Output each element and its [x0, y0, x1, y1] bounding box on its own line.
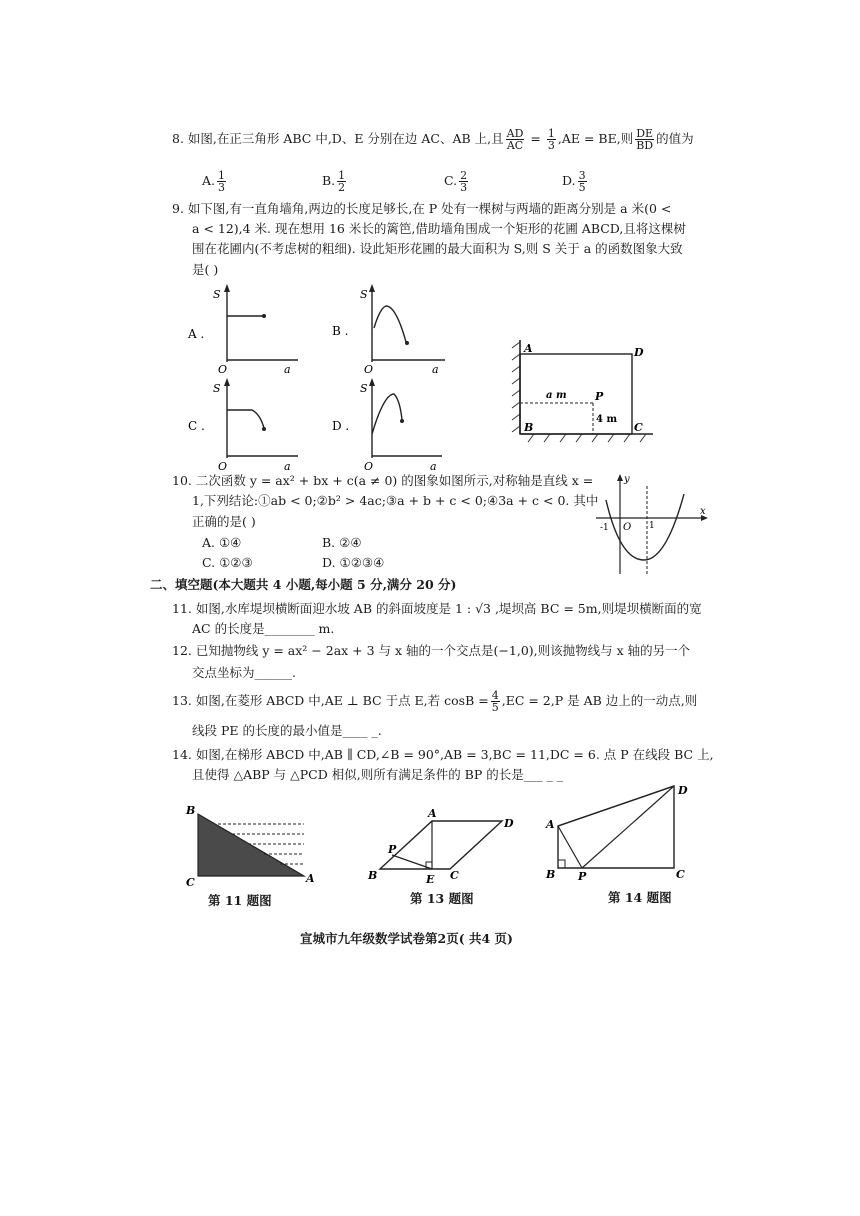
svg-text:P: P [578, 870, 587, 880]
svg-text:D .: D . [332, 419, 350, 433]
svg-text:S: S [213, 382, 221, 395]
svg-text:a: a [430, 460, 437, 472]
q10-line3: 正确的是( ) [192, 514, 256, 529]
svg-text:P: P [388, 843, 397, 856]
svg-text:4 m: 4 m [596, 414, 618, 425]
svg-text:C: C [450, 869, 459, 882]
svg-text:a: a [284, 460, 291, 472]
q8-fraction-one-third: $\frac{1}{3}$ [547, 127, 555, 152]
q8-option-b: B. $\frac{1}{2}$ [322, 169, 346, 194]
svg-text:C: C [634, 421, 643, 434]
svg-text:O: O [364, 460, 374, 472]
svg-text:B: B [546, 868, 556, 880]
svg-text:B: B [368, 869, 378, 882]
svg-text:P: P [595, 390, 604, 403]
svg-text:B .: B . [332, 324, 349, 338]
q12-line1: 12. 已知抛物线 y = ax² − 2ax + 3 与 x 轴的一个交点是(−1,0),则该抛物线与 x 轴的另一个 [172, 643, 691, 658]
fig14-trapezoid-figure [542, 780, 712, 880]
svg-text:a: a [284, 363, 291, 375]
svg-text:A .: A . [188, 327, 205, 341]
q10-parabola-figure [594, 470, 710, 580]
q8-stem: 8. 如图,在正三角形 ABC 中,D、E 分别在边 AC、AB 上,且 $\frac{AD}{AC}$ = $\frac{1}{3}$ ,AE = BE,则 $\frac{DE}{BD}$ 的值为 [172, 127, 694, 152]
q9-garden-figure [508, 334, 658, 444]
svg-text:A: A [306, 872, 315, 885]
svg-text:B: B [524, 421, 534, 434]
q8-fraction-de-bd: $\frac{DE}{BD}$ [636, 127, 654, 152]
q12-line2: 交点坐标为______. [192, 665, 296, 680]
svg-text:O: O [364, 363, 374, 375]
q10-line1: 10. 二次函数 y = ax² + bx + c(a ≠ 0) 的图象如图所示,对称轴是直线 x = [172, 473, 594, 488]
svg-text:1: 1 [649, 521, 655, 531]
svg-text:C .: C . [188, 419, 205, 433]
q8-option-d: D. $\frac{3}{5}$ [562, 169, 586, 194]
q9-graph-a [180, 280, 310, 375]
svg-text:S: S [360, 288, 368, 301]
q9-line2: a < 12),4 米. 现在想用 16 米长的篱笆,借助墙角围成一个矩形的花圃 ABCD,且将这棵树 [192, 221, 686, 236]
svg-text:S: S [360, 382, 368, 395]
q11-line1: 11. 如图,水库堤坝横断面迎水坡 AB 的斜面坡度是 1 : √3 ,堤坝高 BC = 5m,则堤坝横断面的宽 [172, 601, 702, 616]
q11-line2: AC 的长度是________ m. [192, 621, 335, 636]
svg-text:S: S [213, 288, 221, 301]
q10-line2: 1,下列结论:①ab < 0;②b² > 4ac;③a + b + c < 0;④3a + c < 0. 其中 [192, 493, 599, 508]
q14-line2: 且使得 △ABP 与 △PCD 相似,则所有满足条件的 BP 的长是___ _ _ [192, 767, 563, 782]
svg-text:a m: a m [546, 390, 567, 401]
q13-fraction-four-fifths: $\frac{4}{5}$ [491, 689, 499, 714]
svg-text:D: D [678, 784, 688, 797]
q10-option-c: C. ①②③ [202, 555, 253, 570]
q8-option-c: C. $\frac{2}{3}$ [444, 169, 468, 194]
q13-line1: 13. 如图,在菱形 ABCD 中,AE ⊥ BC 于点 E,若 cosB = $\frac{4}{5}$ ,EC = 2,P 是 AB 边上的一动点,则 [172, 689, 698, 714]
fig13-rhombus-figure [362, 805, 522, 887]
svg-text:x: x [700, 506, 706, 517]
q10-option-d: D. ①②③④ [322, 555, 385, 570]
q8-fraction-ad-ac: $\frac{AD}{AC}$ [506, 127, 524, 152]
svg-text:a: a [432, 363, 439, 375]
fig11-dam-figure [182, 800, 322, 892]
section-2-title: 二、填空题(本大题共 4 小题,每小题 5 分,满分 20 分) [150, 577, 457, 592]
svg-text:C: C [186, 876, 195, 889]
q14-line1: 14. 如图,在梯形 ABCD 中,AB ∥ CD,∠B = 90°,AB = 3,BC = 11,DC = 6. 点 P 在线段 BC 上, [172, 747, 714, 762]
q9-line4: 是( ) [192, 262, 219, 277]
svg-text:y: y [624, 474, 630, 485]
fig14-caption: 第 14 题图 [608, 890, 672, 905]
svg-text:O: O [218, 460, 228, 472]
q9-graph-c [180, 372, 310, 472]
svg-text:A: A [546, 818, 555, 831]
q10-option-a: A. ①④ [202, 535, 242, 550]
fig11-caption: 第 11 题图 [208, 893, 272, 908]
page-footer: 宣城市九年级数学试卷第2页( 共4 页) [300, 931, 513, 946]
svg-text:O: O [218, 363, 228, 375]
q8-text: 8. 如图,在正三角形 ABC 中,D、E 分别在边 AC、AB 上,且 [172, 131, 504, 146]
q10-option-b: B. ②④ [322, 535, 362, 550]
q9-line3: 围在花圃内(不考虑树的粗细). 设此矩形花圃的最大面积为 S,则 S 关于 a 的函数图象大致 [192, 241, 683, 256]
svg-text:D: D [504, 817, 514, 830]
svg-text:O: O [623, 522, 632, 533]
fig13-caption: 第 13 题图 [410, 891, 474, 906]
q9-graph-b [330, 280, 460, 375]
svg-text:C: C [676, 868, 685, 880]
q9-graph-d [330, 372, 460, 472]
svg-text:E: E [426, 873, 435, 886]
svg-text:B: B [186, 804, 196, 817]
q13-line2: 线段 PE 的长度的最小值是____ _. [192, 723, 382, 738]
svg-text:-1: -1 [600, 523, 609, 533]
svg-text:A: A [524, 342, 533, 355]
svg-text:A: A [428, 807, 437, 820]
svg-text:D: D [634, 346, 644, 359]
q9-line1: 9. 如下图,有一直角墙角,两边的长度足够长,在 P 处有一棵树与两墙的距离分别是 a 米(0 < [172, 201, 672, 216]
q8-option-a: A. $\frac{1}{3}$ [202, 169, 226, 194]
